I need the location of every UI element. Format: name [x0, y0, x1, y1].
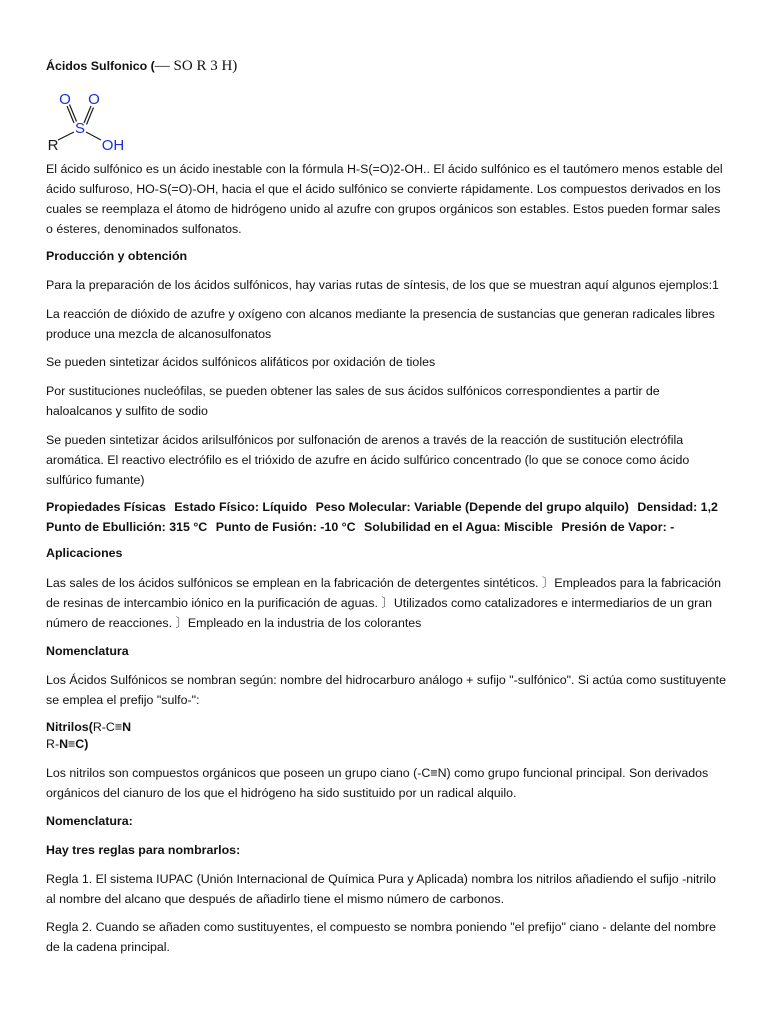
heading-nomenclatura-2: Nomenclatura:: [46, 814, 133, 828]
paragraph-tioles: Se pueden sintetizar ácidos sulfónicos alifáticos por oxidación de tioles: [46, 355, 436, 369]
heading-aplicaciones: Aplicaciones: [46, 546, 123, 560]
bond-s-o1: [67, 106, 74, 123]
nitrilos-formula1-plain: R-C: [92, 720, 115, 734]
nitrilos-formula2-bold: N≡C): [59, 737, 89, 751]
paragraph-dioxido: La reacción de dióxido de azufre y oxígeno con alcanos mediante la presencia de sustancias que generan radicales libres produce una mezcla de alcanosulfonatos: [46, 307, 715, 341]
atom-s: S: [74, 120, 86, 137]
nitrilos-label: Nitrilos: [46, 720, 89, 734]
paragraph-regla-2: Regla 2. Cuando se añaden como sustituyentes, el compuesto se nombra poniendo "el prefijo" ciano - delante del nombre de la cadena principal.: [46, 920, 717, 954]
paragraph-aplicaciones: Las sales de los ácidos sulfónicos se emplean en la fabricación de detergentes sintéticos. 〕Empleados para la fabricación de resinas de intercambio iónico en la purificación de aguas. 〕Utilizados como catalizadores e intermediarios de un gran número de reacciones. 〕Empleado en la industria de los colorantes: [46, 576, 721, 630]
paragraph-nomenclatura: Los Ácidos Sulfónicos se nombran según: nombre del hidrocarburo análogo + sufijo "-sulfónico". Si actúa como sustituyente se emplea el prefijo "sulfo-":: [46, 673, 726, 707]
paragraph-reglas-intro: Hay tres reglas para nombrarlos:: [46, 843, 241, 857]
propiedad-estado: Estado Físico: Líquido: [174, 500, 308, 514]
propiedad-fusion: Punto de Fusión: -10 °C: [215, 520, 356, 534]
nitrilos-formula1-bold: ≡N: [114, 720, 132, 734]
nitrilos-formula2-plain: R-: [46, 737, 60, 751]
atom-r: R: [47, 137, 59, 154]
paragraph-produccion-intro: Para la preparación de los ácidos sulfónicos, hay varias rutas de síntesis, de los que se muestran aquí algunos ejemplos:1: [46, 278, 719, 292]
atom-o1: O: [59, 91, 71, 108]
nitrilos-heading: [46, 719, 726, 753]
paragraph-arilsulfonicos: Se pueden sintetizar ácidos arilsulfónicos por sulfonación de arenos a través de la reacción de sustitución electrófila aromática. El reactivo electrófilo es el trióxido de azufre en ácido sulfúrico concentrado (lo que se conoce como ácido sulfúrico fumante): [46, 433, 690, 487]
bond-s-o2: [84, 106, 91, 123]
nitrilos-paren: (: [88, 720, 93, 734]
bond-s-o2-double: [87, 108, 94, 125]
sulfonic-acid-structure: [44, 88, 134, 154]
title: [46, 56, 726, 76]
heading-nomenclatura: Nomenclatura: [46, 644, 129, 658]
propiedades-block: [46, 497, 726, 537]
paragraph-regla-1: Regla 1. El sistema IUPAC (Unión Internacional de Química Pura y Aplicada) nombra los nitrilos añadiendo el sufijo -nitrilo al nombre del alcano que después de añadirlo tiene el mismo número de carbonos.: [46, 872, 716, 906]
bond-r-s: [58, 132, 74, 140]
paragraph-nitrilos: Los nitrilos son compuestos orgánicos que poseen un grupo ciano (-C≡N) como grupo funcional principal. Son derivados orgánicos del cianuro de los que el hidrógeno ha sido sustituido por un radical alquilo.: [46, 766, 709, 800]
atom-o2: O: [88, 91, 100, 108]
propiedades-label: Propiedades Físicas: [46, 500, 166, 514]
paragraph-intro: El ácido sulfónico es un ácido inestable con la fórmula H-S(=O)2-OH.. El ácido sulfónico es el tautómero menos estable del ácido sulfuroso, HO-S(=O)-OH, hacia el que el ácido sulfónico se convierte rápidamente. Los compuestos derivados en los cuales se reemplaza el átomo de hidrógeno unido al azufre con grupos orgánicos son estables. Estos pueden formar sales o ésteres, denominados sulfonatos.: [46, 162, 723, 236]
atom-oh: OH: [101, 137, 125, 154]
propiedad-solubilidad: Solubilidad en el Agua: Miscible: [364, 520, 553, 534]
title-formula: — SO R 3 H): [154, 58, 238, 74]
propiedad-densidad-ebullicion: Densidad: 1,2 Punto de Ebullición: 315 °C: [46, 500, 718, 534]
propiedad-peso: Peso Molecular: Variable (Depende del grupo alquilo): [315, 500, 629, 514]
propiedad-presion: Presión de Vapor: -: [561, 520, 675, 534]
title-text: Ácidos Sulfonico (: [46, 59, 155, 73]
heading-produccion: Producción y obtención: [46, 249, 188, 263]
paragraph-sustituciones: Por sustituciones nucleófilas, se pueden obtener las sales de sus ácidos sulfónicos correspondientes a partir de haloalcanos y sulfito de sodio: [46, 384, 660, 418]
bond-s-oh: [86, 132, 101, 140]
